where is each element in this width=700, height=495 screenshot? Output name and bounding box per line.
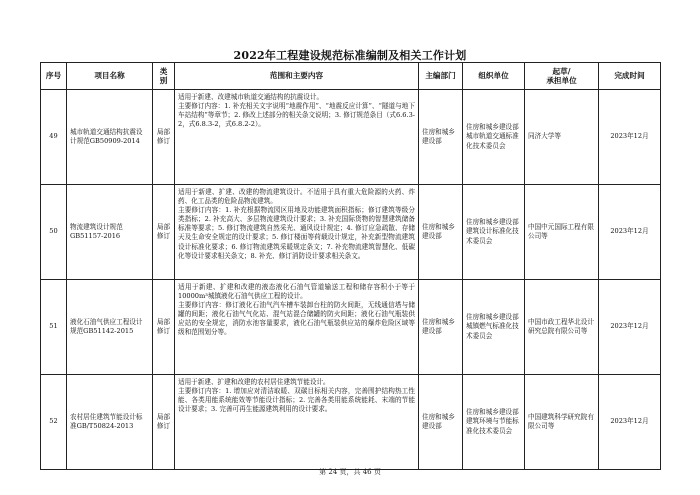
page-footer: 第 24 页，共 46 页 — [319, 468, 381, 476]
row-org: 住房和城乡建设部建筑设计标准化技术委员会 — [463, 185, 525, 280]
header-project-name: 项目名称 — [67, 63, 153, 90]
header-index: 序号 — [41, 63, 67, 90]
work-plan-table — [40, 62, 661, 470]
table-row — [41, 90, 661, 185]
row-org: 住房和城乡建设部建筑环境与节能标准化技术委员会 — [463, 375, 525, 470]
row-index: 52 — [41, 375, 67, 470]
table-row — [41, 185, 661, 280]
page-title: 2022年工程建设规范标准编制及相关工作计划 — [233, 49, 467, 62]
table-row — [41, 375, 661, 470]
row-category: 局部修订 — [153, 185, 175, 280]
row-undertaker: 中国建筑科学研究院有限公司等 — [525, 375, 599, 470]
row-index: 51 — [41, 280, 67, 375]
row-category: 局部修订 — [153, 90, 175, 185]
row-chief-editor: 住房和城乡建设部 — [419, 375, 463, 470]
row-index: 49 — [41, 90, 67, 185]
header-undertaker-line1: 起草/ — [552, 66, 571, 76]
row-category: 局部修订 — [153, 280, 175, 375]
row-chief-editor: 住房和城乡建设部 — [419, 90, 463, 185]
row-undertaker: 中国中元国际工程有限公司等 — [525, 185, 599, 280]
row-scope: 适用于新建、改建城市轨道交通结构的抗震设计。 主要修订内容：1. 补充相关文字说明“地震作用”、“地震反应计算”、“隧道与地下车站结构”等章节；2. 修改上述部分的相关条文说明；3. 修订规范条目（式6.6.3-2，式6.8.3-2，式6.8.2-2）。 — [175, 90, 419, 185]
row-deadline: 2023年12月 — [599, 375, 661, 470]
row-chief-editor: 住房和城乡建设部 — [419, 185, 463, 280]
header-undertaker — [525, 63, 599, 90]
row-chief-editor: 住房和城乡建设部 — [419, 280, 463, 375]
row-category: 局部修订 — [153, 375, 175, 470]
row-project-name: 农村居住建筑节能设计标准GB/T50824-2013 — [67, 375, 153, 470]
row-project-name: 液化石油气供应工程设计规范GB51142-2015 — [67, 280, 153, 375]
header-org: 组织单位 — [463, 63, 525, 90]
row-deadline: 2023年12月 — [599, 185, 661, 280]
table-row — [41, 280, 661, 375]
header-chief-editor: 主编部门 — [419, 63, 463, 90]
row-project-name: 物流建筑设计规范GB51157-2016 — [67, 185, 153, 280]
header-category: 类别 — [153, 63, 175, 90]
row-scope: 适用于新建、扩建和改建的农村居住建筑节能设计。 主要修订内容：1. 增加应对清洁取暖、双碳目标相关内容，完善围护结构热工性能、各类用能系统能效等节能设计指标；2. 完善各类用能系统能耗、末端的节能设计要求；3. 完善可再生能源建筑利用的设计要求。 — [175, 375, 419, 470]
row-org: 住房和城乡建设部城镇燃气标准化技术委员会 — [463, 280, 525, 375]
row-scope: 适用于新建、扩建、改建的物流建筑设计。不适用于具有重大危险源的火药、炸药、化工品类的危险品物流建筑。 主要修订内容：1. 补充根据物流园区用地及功能建筑面积指标；修订建筑等级分类指标；2. 补充高大、多层物流建筑设计要求；3. 补充国际货物的智慧建筑储备标准等要求；5. 修订物流建筑自然采光、通风设计规定；4. 修订应急疏散、存储天及生命安全规定的设计要求；5. 修订楼面等荷载设计规定，补充新型物流建筑设计标准化要求；6. 修订物流建筑采暖规定条文；7. 补充物流建筑智慧化、低碳化等设计要求相关条文；8. 补充、修订消防设计要求相关条文。 — [175, 185, 419, 280]
row-deadline: 2023年12月 — [599, 90, 661, 185]
table-header-row — [41, 63, 661, 90]
row-undertaker: 同济大学等 — [525, 90, 599, 185]
header-deadline: 完成时间 — [599, 63, 661, 90]
header-scope: 范围和主要内容 — [175, 63, 419, 90]
row-deadline: 2023年12月 — [599, 280, 661, 375]
row-scope: 适用于新建、扩建和改建的液态液化石油气管道输送工程和储存容积小于等于10000m³城镇液化石油气供应工程的设计。 主要修订内容：修订液化石油气汽车槽车装卸台柱的防火间距，无线通信塔与储罐的间距；液化石油气气化站、混气站混合储罐的防火间距；液化石油气瓶装供应站的安全规定，消防水池容量要求，液化石油气瓶装供应站的爆炸危险区域等级和范围划分等。 — [175, 280, 419, 375]
row-org: 住房和城乡建设部城市轨道交通标准化技术委员会 — [463, 90, 525, 185]
row-index: 50 — [41, 185, 67, 280]
row-project-name: 城市轨道交通结构抗震设计规范GB50909-2014 — [67, 90, 153, 185]
row-undertaker: 中国市政工程华北设计研究总院有限公司等 — [525, 280, 599, 375]
header-undertaker-line2: 承担单位 — [546, 76, 577, 85]
